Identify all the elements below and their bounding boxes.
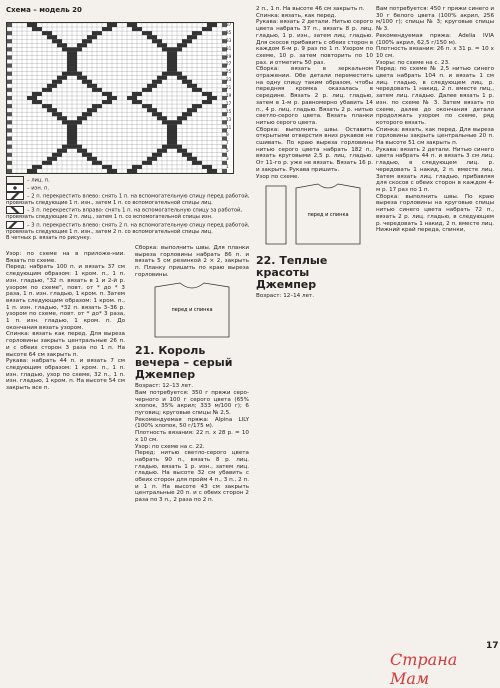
row-number: 9 (226, 132, 229, 138)
garment-sketch (256, 180, 373, 250)
paragraph: Перед: набрать 100 п. и вязать 37 см следующим образом: 1 кром. п., 1 п. изн. гладью, "32 п. вязать в 1 и 2-й р. узором по схеме", повт. от * до * 3 раза, 1 п. изн. гладью, 1 кром. п. Затем вязать следующим образом: 1 кром. п., 1 п. изн. гладью, *32 п. вязать 3–36 р. узором по схеме, повт. от * до* 3 раза, 1 п. изн. гладью, 1 кром. п. До окончания вязать узором. (6, 264, 125, 331)
legend-item: – изн. п. (6, 184, 251, 192)
paragraph: Рукава: набрать 44 п. и вязать 7 см следующим образом: 1 кром. п., 1 п. изн. гладью, узор по схеме, 32 п., 1 п. изн. гладью, 1 кром. п. На высоте 54 см закрыть все п. (6, 358, 125, 392)
paragraph: Узор: по схеме на с. 22. (135, 443, 205, 450)
page-number: 17 (486, 641, 499, 651)
row-number: 37 (226, 22, 232, 27)
row-number: 35 (226, 29, 232, 35)
paragraph: Спинка: вязать как перед. Для выреза горловины закрыть центральные 26 п. и с обеих сторон 3 раза по 1 п. На высоте 64 см закрыть п. (6, 331, 125, 358)
section-title: 21. Король вечера – серый Джемпер (135, 344, 233, 382)
paragraph: Узор: по схеме на в приложе-нии. Вязать по схеме. (6, 251, 125, 264)
empty-cell-icon (6, 176, 24, 184)
row-number: 19 (226, 93, 232, 99)
paragraph: Спинка: вязать, как перед. (256, 12, 337, 19)
row-number: 1 (226, 164, 229, 170)
row-number: 31 (226, 45, 232, 51)
paragraph: Вам потребуется: 450 г пряжи синего и 30 г белого цвета (100% акрил, 256 м/100 г); спицы № 3; круговые спицы № 3. (376, 6, 494, 33)
chart-legend (6, 176, 251, 241)
dot-cell-icon (6, 184, 24, 192)
chart-title: Схема – модель 20 (6, 6, 82, 14)
paragraph: Рекомендуемая пряжа: Adelia IVIA (100% акрил, 62,5 г/150 м). (376, 32, 494, 46)
row-number: 25 (226, 69, 232, 75)
column-2 (135, 245, 249, 504)
paragraph: Плотность вязания: 26 п. x 31 р. = 10 х 10 см. (376, 46, 494, 59)
chart-row-numbers (226, 22, 238, 172)
column-3 (256, 6, 373, 300)
paragraph: Возраст: 12–13 лет. (135, 383, 194, 390)
legend-item: В четных р. вязать по рисунку. (6, 234, 92, 241)
row-number: 15 (226, 108, 232, 114)
knitting-chart-grid (7, 23, 227, 173)
paragraph: Сборка: вязать в зеркальном отражении. Обе детали переместить на одну спицу таким образом, чтобы передняя кромка оказалась в середине. Вязать 2 р. лиц. гладью, затем в 1-м р. равномерно убавить 14 п., 4 р. лиц. гладью. Вязать 2 р. нитью светло-серого цвета. Вязать планки нитью серого цвета. (256, 66, 373, 126)
paragraph: 2 п., 1 п. На высоте 46 см закрыть п. (256, 6, 365, 12)
legend-item: – 2 п. перекрестить влево: снять 1 п. на вспомогательную спицу перед работой, провязать следующие 1 п. изн., затем 1 п. со вспомогательной спицы лиц. (6, 193, 250, 206)
paragraph: Сборка: выполнить швы. Для планки выреза горловины набрать 86 п. и вязать 5 см резинкой 2 × 2, закрыть п. Планку пришить по краю выреза горловины. (135, 245, 249, 278)
knitting-chart (6, 22, 234, 174)
svg-text:перед и спинка: перед и спинка (307, 212, 349, 219)
paragraph: Вам потребуется: 350 г пряжи серо-черного и 100 г серого цвета (65% хлопок, 35% акрил; 333 м/100 г); 6 пуговиц; круговые спицы № 2,5. (135, 389, 249, 417)
section-title: 22. Теплые красоты Джемпер (256, 253, 328, 291)
column-4 (376, 6, 494, 234)
row-number: 11 (226, 124, 232, 130)
row-number: 17 (226, 100, 232, 106)
column-1-text (6, 251, 125, 392)
row-number: 21 (226, 85, 232, 91)
cross-left-icon (6, 192, 24, 200)
row-number: 7 (226, 140, 229, 146)
legend-item: – 3 п. перекрестить вправо: снять 1 п. на вспомогательную спицу за работой, провязать следующие 2 п. лиц., затем 1 п. со вспомогательной спицы изн. (6, 207, 243, 221)
paragraph: Узор по схеме. (256, 173, 300, 180)
svg-text:перед и спинка: перед и спинка (171, 306, 213, 313)
paragraph: Возраст: 12–14 лет. (256, 292, 315, 299)
row-number: 3 (226, 156, 229, 162)
legend-item: – лиц. п. (6, 176, 251, 184)
row-number: 29 (226, 53, 232, 59)
legend-item: – 3 п. перекрестить влево: снять 2 п. на вспомогательную спицу перед работой, провязать следующие 1 п. изн., затем 2 п. со вспомогательной спицы лиц. (6, 222, 250, 235)
paragraph: Перед: нитью светло-серого цвета набрать 90 п., вязать 8 р. лиц. гладью, вязать 1 р. изн., затем лиц. гладью. На высоте 32 см убавить с обеих сторон для пройм 4 п., 3 п., 2 п. и 1 п. На высоте 43 см закрыть центральные 20 п. и с обеих сторон 2 раза по 3 п., 2 раза по 2 п. (135, 450, 249, 504)
paragraph: Рукава: вязать 2 детали. Нитью синего цвета набрать 44 п. и вязать 3 см лиц. гладью, в следующем лиц. р. чередовать 1 накид, 2 п. вместе лиц. Затем вязать лиц. гладью, прибавляя для скосов с обеих сторон в каждом 4-м р. 17 раз по 1 п. (376, 146, 494, 193)
paragraph: Плотность вязания: 22 п. x 28 р. = 10 х 10 см. (135, 430, 249, 443)
paragraph: Узоры: по схеме на с. 23. (376, 59, 450, 66)
row-number: 33 (226, 37, 232, 43)
paragraph: Перед: по схеме № 2,5 нитью синего цвета набрать 104 п. и вязать 1 см лиц. гладью, в следующем лиц. р. чередовать 1 накид, 2 п. вместе лиц., затем лиц. гладью. Далее вязать 1 р. изн. по схеме № 3. Затем вязать по схеме, далее до окончания детали продолжать узором по схеме, ряд которого вязать. (376, 66, 494, 126)
row-number: 13 (226, 116, 232, 122)
paragraph: Сборка: выполнить швы. По краю выреза горловины на круговые спицы нитью синего цвета набрать 72 п., вязать 2 р. лиц. гладью, в следующем р. чередовать 1 накид, 2 п. вместе лиц. Нижний край переда, спинки, (376, 193, 494, 234)
garment-sketch (135, 279, 249, 341)
row-number: 5 (226, 148, 229, 154)
row-number: 27 (226, 61, 232, 67)
row-number: 23 (226, 77, 232, 83)
paragraph: Рекомендуемая пряжа: Alpina LILY (100% хлопок, 50 г/175 м). (135, 416, 249, 430)
site-logo: Страна Мам (390, 650, 458, 688)
paragraph: Спинка: вязать, как перед. Для выреза горловины закрыть центральные 20 п. На высоте 51 см закрыть п. (376, 126, 494, 147)
cross-left3-icon (6, 221, 24, 229)
paragraph: Сборка: выполнить швы. Оставить открытыми отверстия вниз рукавов не сшивать. По краю выреза горловины нитью серого цвета набрать 182 п., вязать круговыми 2,5 р. лиц. гладью. От 11-го р. уже не вязать. Вязать 16 р. и закрыть. Рукава пришить. (256, 126, 373, 173)
paragraph: Рукава: вязать 2 детали. Нитью серого цвета набрать 37 п., вязать 8 р. лиц. гладью, 1 р. изн., затем лиц. гладью. Для скосов прибавить с обеих сторон в каждом 6-м р. 9 раз по 1 п. Узором по схеме, 10 р. затем повторить по 10 раз. и отметить 50 раз. (256, 19, 373, 66)
